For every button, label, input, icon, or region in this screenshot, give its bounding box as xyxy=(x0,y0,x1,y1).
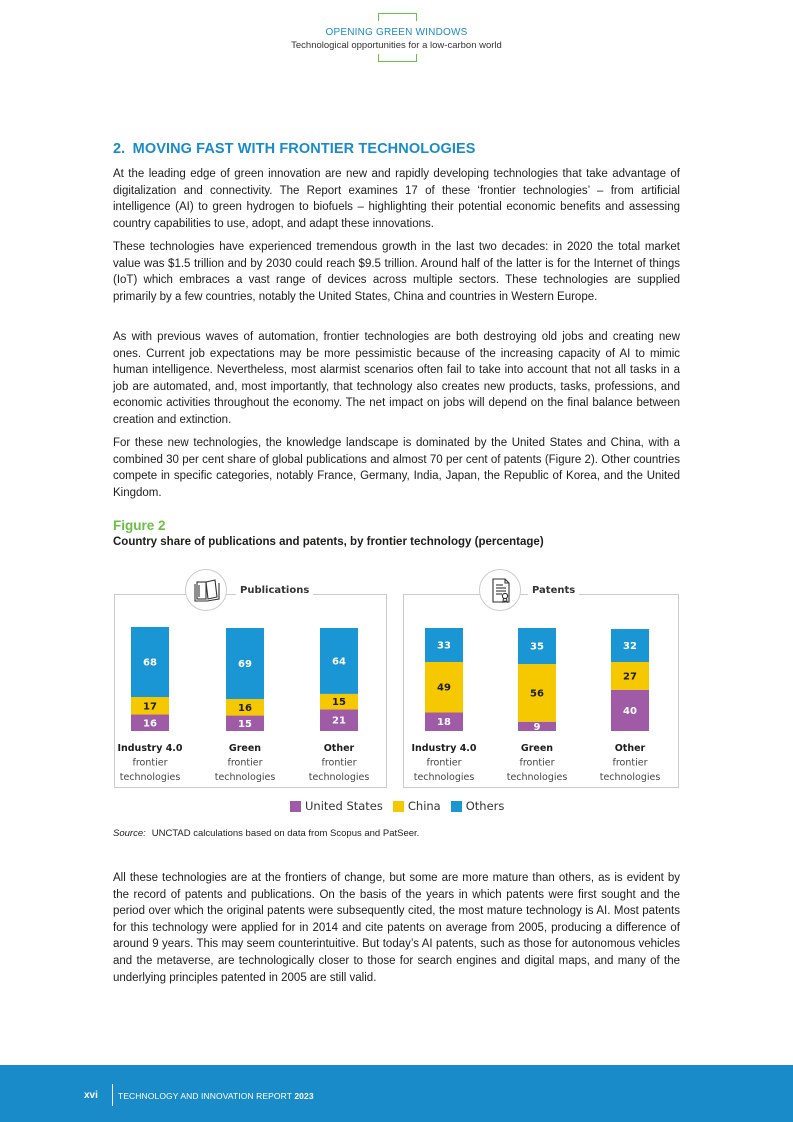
paragraph-4: For these new technologies, the knowledge landscape is dominated by the United States and China, with a combined 30 per cent share of global publications and almost 70 per cent of patents (Figure 2). Other countries compete in specific categories, notably France, Germany, India, Japan, the Republic of Korea, and the United Kingdom. xyxy=(113,437,680,499)
paragraph-5: All these technologies are at the frontiers of change, but some are more mature than others, as is evident by the record of patents and publications. On the basis of the years in which patents were first sought and the period over which the original patents were subsequently cited, the most mature technology is AI. Most patents for this technology were applied for in 2014 and cite patents on average from 2005, producing a difference of around 9 years. This may seem counterintuitive. But today’s AI patents, such as those for autonomous vehicles and the metaverse, are technologically closer to those for search engines and digital maps, and many of the underlying principles patented in 2005 are still valid. xyxy=(113,872,680,984)
publications-label-3-united-states: 21 xyxy=(332,715,346,727)
legend-label-united-states: United States xyxy=(305,799,383,813)
paragraph-3: As with previous waves of automation, frontier technologies are both destroying old jobs and creating new ones. Current job expectations may be more pessimistic because of the increasing capacity of AI to mimic human intelligence. Nevertheless, most alarmist scenarios often fail to take into account that not all tasks in a job are automated, and, most importantly, that technology also creates new products, tasks, professions, and economic activities throughout the economy. The net impact on jobs will depend on the final balance between creation and extinction. xyxy=(113,331,680,426)
running-header-title: OPENING GREEN WINDOWS xyxy=(325,27,468,38)
patents-label-1-united-states: 18 xyxy=(437,717,451,729)
publications-category-3-line-3: technologies xyxy=(308,772,370,783)
legend-label-china: China xyxy=(407,799,441,813)
publications-category-1-line-3: technologies xyxy=(119,772,181,783)
publications-category-2-line-1: Green xyxy=(228,743,262,754)
figure-title: Country share of publications and patents, by frontier technology (percentage) xyxy=(113,536,544,548)
source-text: UNCTAD calculations based on data from Scopus and PatSeer. xyxy=(151,828,420,839)
publications-category-1-line-1: Industry 4.0 xyxy=(117,743,183,754)
patents-label-3-china: 27 xyxy=(623,671,637,683)
footer-divider xyxy=(112,1084,113,1106)
legend-item-others xyxy=(451,799,505,813)
figure-source xyxy=(113,828,419,839)
patents-label-1-others: 33 xyxy=(437,640,451,652)
legend-item-china xyxy=(393,799,441,813)
publications-label-3-china: 15 xyxy=(332,697,346,709)
legend-item-united-states xyxy=(290,799,383,813)
patents-label-1-china: 49 xyxy=(437,682,451,694)
legend-swatch-others xyxy=(451,801,462,812)
legend-label-others: Others xyxy=(465,799,505,813)
source-label: Source: xyxy=(113,828,146,839)
patents-category-3-line-3: technologies xyxy=(599,772,661,783)
publications-label-2-united-states: 15 xyxy=(238,718,252,730)
footer-report-name: TECHNOLOGY AND INNOVATION REPORT xyxy=(118,1091,292,1101)
publications-category-3-line-1: Other xyxy=(323,743,355,754)
footer-report-year: 2023 xyxy=(294,1091,314,1101)
publications-label-1-china: 17 xyxy=(143,701,157,713)
figure-label: Figure 2 xyxy=(113,518,166,533)
patents-label-2-others: 35 xyxy=(530,641,544,653)
publications-label-2-china: 16 xyxy=(238,702,252,714)
paragraph-1: At the leading edge of green innovation are new and rapidly developing technologies that take advantage of digitalization and connectivity. The Report examines 17 of these ‘frontier technologies’ – from artificial intelligence (AI) to green hydrogen to biofuels – highlighting their potential economic benefits and assessing country capabilities to use, adopt, and adapt these innovations. xyxy=(113,168,680,230)
publications-label-3-others: 64 xyxy=(332,656,346,668)
patents-label-2-united-states: 9 xyxy=(533,721,541,733)
page-footer xyxy=(0,1065,793,1122)
publications-category-3-line-2: frontier xyxy=(321,757,357,769)
patents-category-1-line-3: technologies xyxy=(413,772,475,783)
section-title: 2. MOVING FAST WITH FRONTIER TECHNOLOGIES xyxy=(113,141,476,157)
paragraph-2: These technologies have experienced tremendous growth in the last two decades: in 2020 the total market value was $1.5 trillion and by 2030 could reach $9.5 trillion. Around half of the latter is for the Internet of things (IoT) which embraces a vast range of devices across multiple sectors. These technologies are supplied primarily by a few countries, notably the United States, China and countries in Western Europe. xyxy=(113,241,680,303)
legend-swatch-united-states xyxy=(290,801,301,812)
publications-label-2-others: 69 xyxy=(238,659,252,671)
publications-label-1-united-states: 16 xyxy=(143,718,157,730)
chart-legend xyxy=(290,799,514,813)
patents-category-1-line-2: frontier xyxy=(426,757,462,769)
patents-label-2-china: 56 xyxy=(530,688,544,700)
patents-category-1-line-1: Industry 4.0 xyxy=(411,743,477,754)
publications-category-1-line-2: frontier xyxy=(132,757,168,769)
patents-category-2-line-2: frontier xyxy=(519,757,555,769)
publications-panel-title: Publications xyxy=(236,585,313,596)
patents-label-3-united-states: 40 xyxy=(623,705,637,717)
publications-category-2-line-3: technologies xyxy=(214,772,276,783)
publications-category-2-line-2: frontier xyxy=(227,757,263,769)
running-header-subtitle: Technological opportunities for a low-carbon world xyxy=(291,40,502,51)
footer-report-title xyxy=(118,1091,314,1101)
patents-category-3-line-2: frontier xyxy=(612,757,648,769)
patents-category-2-line-1: Green xyxy=(520,743,554,754)
patents-category-2-line-3: technologies xyxy=(506,772,568,783)
patents-panel-title: Patents xyxy=(528,585,579,596)
patents-label-3-others: 32 xyxy=(623,641,637,653)
patents-category-3-line-1: Other xyxy=(614,743,646,754)
legend-swatch-china xyxy=(393,801,404,812)
page-number: xvi xyxy=(84,1090,98,1101)
publications-label-1-others: 68 xyxy=(143,657,157,669)
